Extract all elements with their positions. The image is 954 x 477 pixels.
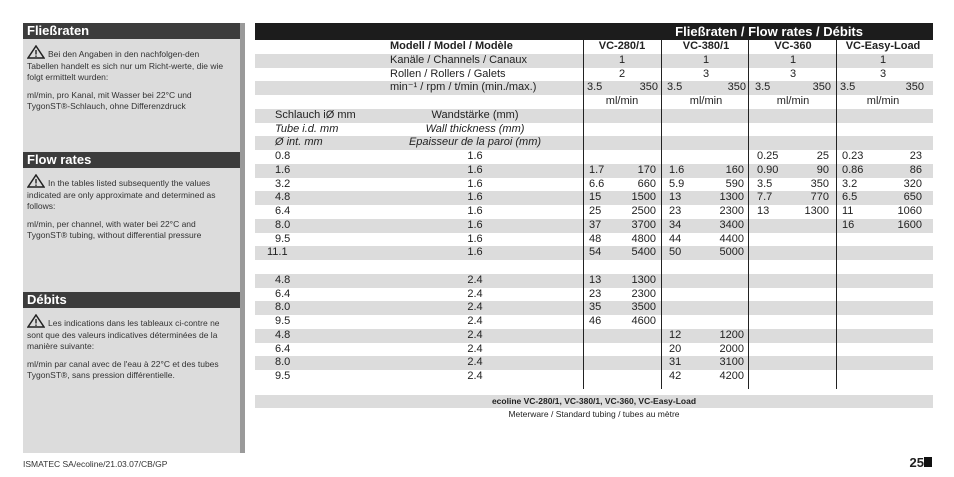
flow-max: 86 <box>909 163 922 176</box>
table-header-models <box>255 40 933 54</box>
tube-id: 8.0 <box>275 218 291 231</box>
table-row <box>255 329 933 343</box>
model-name: VC-360 <box>774 40 812 52</box>
detail-de: ml/min, pro Kanal, mit Wasser bei 22°C und TygonST®-Schlauch, ohne Differenzdruck <box>27 89 192 111</box>
flow-min: 23 <box>589 287 602 300</box>
unit-label: ml/min <box>605 95 639 107</box>
flow-min: 0.23 <box>842 150 864 162</box>
column-divider <box>661 40 662 389</box>
flow-min: 7.7 <box>757 191 773 204</box>
tube-id: 1.6 <box>275 163 291 176</box>
speed-min: 3.5 <box>840 81 856 94</box>
wall-thickness: 2.4 <box>467 273 483 286</box>
flow-min: 3.2 <box>842 177 858 190</box>
model-label: Modell / Model / Modèle <box>390 40 513 52</box>
flow-max: 590 <box>725 177 744 190</box>
speed-min: 3.5 <box>667 81 683 94</box>
flow-max: 650 <box>903 191 922 204</box>
flow-max: 4200 <box>719 370 744 382</box>
wall-thickness: 1.6 <box>467 232 483 245</box>
speed-label: min⁻¹ / rpm / t/min (min./max.) <box>390 81 537 94</box>
flow-min: 48 <box>589 232 602 245</box>
flow-min: 34 <box>669 218 682 231</box>
column-divider <box>836 40 837 389</box>
wall-thickness: 1.6 <box>467 246 483 259</box>
table-footnote-tubing: Meterware / Standard tubing / tubes au mètre <box>508 409 680 419</box>
flow-max: 25 <box>816 150 829 162</box>
flow-max: 2300 <box>631 287 656 300</box>
table-row <box>255 301 933 315</box>
tube-id: 9.5 <box>275 232 291 245</box>
flow-max: 4400 <box>719 232 744 245</box>
flow-min: 5.9 <box>669 177 685 190</box>
speed-min: 3.5 <box>755 81 771 94</box>
flow-min: 0.25 <box>757 150 779 162</box>
document-reference: ISMATEC SA/ecoline/21.03.07/CB/GP <box>23 459 168 469</box>
tube-id: 8.0 <box>275 356 291 369</box>
flow-min: 44 <box>669 232 682 245</box>
flow-min: 42 <box>669 370 682 382</box>
intro-de: Bei den Angaben in den nachfolgen-den Tabellen handelt es sich nur um Richt-werte, die wie folgt ermittelt wurden: <box>27 49 224 82</box>
section-title-de: Fließraten <box>23 23 240 39</box>
wall-thickness: 2.4 <box>467 301 483 314</box>
wall-thickness: 1.6 <box>467 218 483 231</box>
flow-min: 31 <box>669 356 682 369</box>
tube-id: 8.0 <box>275 301 291 314</box>
wall-thickness: 1.6 <box>467 191 483 204</box>
speed-max: 350 <box>905 81 924 94</box>
table-row <box>255 178 933 192</box>
flow-max: 4800 <box>631 232 656 245</box>
tube-id: 6.4 <box>275 342 291 355</box>
flow-max: 170 <box>637 163 656 176</box>
flow-max: 1300 <box>804 205 829 217</box>
wall-thickness: 2.4 <box>467 370 483 382</box>
flow-min: 11 <box>842 205 854 217</box>
table-row <box>255 343 933 357</box>
table-row <box>255 233 933 247</box>
table-row <box>255 191 933 205</box>
tube-id: 4.8 <box>275 328 291 341</box>
wall-thickness: 2.4 <box>467 315 483 327</box>
tube-id: 4.8 <box>275 273 291 286</box>
flow-max: 160 <box>725 163 744 176</box>
table-title: Fließraten / Flow rates / Débits <box>255 23 933 40</box>
table-row-unit <box>255 95 933 109</box>
speed-min: 3.5 <box>587 81 603 94</box>
flow-max: 1060 <box>897 205 922 217</box>
column-divider <box>748 40 749 389</box>
tube-id: 4.8 <box>275 191 291 204</box>
wall-thickness-header: Wandstärke (mm) <box>431 108 519 121</box>
unit-label: ml/min <box>689 95 723 107</box>
tube-id: 9.5 <box>275 370 291 382</box>
table-row-rollers <box>255 68 933 82</box>
sidebar-divider <box>240 23 245 453</box>
intro-fr: Les indications dans les tableaux ci-contre ne sont que des valeurs indicatives déterminées de la manière suivante: <box>27 318 220 351</box>
table-footnote-models: ecoline VC-280/1, VC-380/1, VC-360, VC-Easy-Load <box>255 395 933 408</box>
flow-max: 1300 <box>719 191 744 204</box>
wall-thickness: 2.4 <box>467 356 483 369</box>
tube-header-row <box>255 136 933 150</box>
table-row-channels <box>255 54 933 68</box>
wall-thickness: 2.4 <box>467 287 483 300</box>
section-title-fr: Débits <box>23 292 240 308</box>
channels-value: 1 <box>702 53 710 66</box>
flow-min: 46 <box>589 315 602 327</box>
page-number: 25 <box>909 455 924 470</box>
flow-max: 23 <box>909 150 922 162</box>
wall-thickness: 1.6 <box>467 177 483 190</box>
wall-thickness: 1.6 <box>467 205 483 217</box>
wall-thickness-header: Epaisseur de la paroi (mm) <box>408 136 542 149</box>
channels-value: 1 <box>879 53 887 66</box>
flow-max: 660 <box>637 177 656 190</box>
wall-thickness-header: Wall thickness (mm) <box>425 122 525 135</box>
flow-min: 54 <box>589 246 602 259</box>
flow-min: 20 <box>669 342 682 355</box>
page-marker <box>924 457 932 467</box>
section-text-de <box>27 45 227 119</box>
rollers-label: Rollen / Rollers / Galets <box>390 67 506 80</box>
flow-max: 350 <box>810 177 829 190</box>
table-row <box>255 274 933 288</box>
flow-min: 3.5 <box>757 177 773 190</box>
table-row <box>255 356 933 370</box>
detail-en: ml/min, per channel, with water bei 22°C and TygonST® tubing, without differential pressure <box>27 218 202 240</box>
flow-min: 37 <box>589 218 602 231</box>
rollers-value: 3 <box>879 67 887 80</box>
speed-max: 350 <box>639 81 658 94</box>
flow-min: 23 <box>669 205 682 217</box>
channels-label: Kanäle / Channels / Canaux <box>390 53 527 66</box>
flow-min: 50 <box>669 246 682 259</box>
rollers-value: 2 <box>618 67 626 80</box>
table-row <box>255 219 933 233</box>
flow-max: 2000 <box>719 342 744 355</box>
flow-min: 13 <box>757 205 770 217</box>
flow-max: 3700 <box>631 218 656 231</box>
model-name: VC-380/1 <box>682 40 730 52</box>
flow-min: 15 <box>589 191 602 204</box>
tube-id: 3.2 <box>275 177 291 190</box>
wall-thickness: 2.4 <box>467 328 483 341</box>
wall-thickness: 1.6 <box>467 150 483 162</box>
flow-max: 1300 <box>631 273 656 286</box>
flow-max: 770 <box>810 191 829 204</box>
flow-max: 5400 <box>631 246 656 259</box>
model-name: VC-Easy-Load <box>845 40 921 52</box>
tube-id: 6.4 <box>275 287 291 300</box>
tube-id: 0.8 <box>275 150 291 162</box>
flow-rate-table <box>255 23 933 384</box>
tube-header-row <box>255 109 933 123</box>
flow-max: 4600 <box>631 315 656 327</box>
wall-thickness: 1.6 <box>467 163 483 176</box>
table-row <box>255 246 933 260</box>
speed-max: 350 <box>812 81 831 94</box>
flow-min: 16 <box>842 218 855 231</box>
tube-id: 6.4 <box>275 205 291 217</box>
detail-fr: ml/min par canal avec de l'eau à 22°C et des tubes TygonST®, sans pression différentielle. <box>27 358 219 380</box>
flow-max: 1600 <box>897 218 922 231</box>
flow-min: 35 <box>589 301 602 314</box>
section-text-fr <box>27 314 227 388</box>
flow-min: 1.7 <box>589 163 605 176</box>
warning-icon <box>27 174 45 188</box>
tube-id-header: Tube i.d. mm <box>275 122 339 135</box>
table-row <box>255 150 933 164</box>
table-row-speed <box>255 81 933 95</box>
speed-max: 350 <box>727 81 746 94</box>
flow-max: 2500 <box>631 205 656 217</box>
flow-min: 6.6 <box>589 177 605 190</box>
column-divider <box>583 40 584 389</box>
table-row <box>255 288 933 302</box>
unit-label: ml/min <box>776 95 810 107</box>
channels-value: 1 <box>789 53 797 66</box>
table-row <box>255 164 933 178</box>
tube-id: 9.5 <box>275 315 291 327</box>
flow-min: 13 <box>589 273 602 286</box>
tube-header-row <box>255 123 933 137</box>
tube-id-header: Schlauch iØ mm <box>275 108 356 121</box>
flow-min: 25 <box>589 205 602 217</box>
warning-icon <box>27 45 45 59</box>
rollers-value: 3 <box>702 67 710 80</box>
table-row <box>255 205 933 219</box>
model-name: VC-280/1 <box>598 40 646 52</box>
section-text-en <box>27 174 227 248</box>
tube-id-header: Ø int. mm <box>275 136 323 149</box>
unit-label: ml/min <box>866 95 900 107</box>
flow-max: 1200 <box>719 328 744 341</box>
channels-value: 1 <box>618 53 626 66</box>
table-row <box>255 260 933 274</box>
wall-thickness: 2.4 <box>467 342 483 355</box>
table-row <box>255 315 933 329</box>
flow-min: 1.6 <box>669 163 685 176</box>
intro-en: In the tables listed subsequently the values indicated are only approximate and determined as follows: <box>27 178 216 211</box>
flow-max: 3500 <box>631 301 656 314</box>
flow-min: 12 <box>669 328 682 341</box>
flow-max: 320 <box>903 177 922 190</box>
warning-icon <box>27 314 45 328</box>
flow-min: 0.86 <box>842 163 864 176</box>
flow-min: 0.90 <box>757 163 779 176</box>
flow-max: 5000 <box>719 246 744 259</box>
table-row <box>255 370 933 384</box>
flow-min: 13 <box>669 191 682 204</box>
flow-max: 2300 <box>719 205 744 217</box>
tube-id: 11.1 <box>267 246 288 259</box>
flow-max: 3100 <box>719 356 744 369</box>
flow-max: 1500 <box>631 191 656 204</box>
flow-min: 6.5 <box>842 191 858 204</box>
flow-max: 90 <box>816 163 829 176</box>
flow-max: 3400 <box>719 218 744 231</box>
rollers-value: 3 <box>789 67 797 80</box>
section-title-en: Flow rates <box>23 152 240 168</box>
